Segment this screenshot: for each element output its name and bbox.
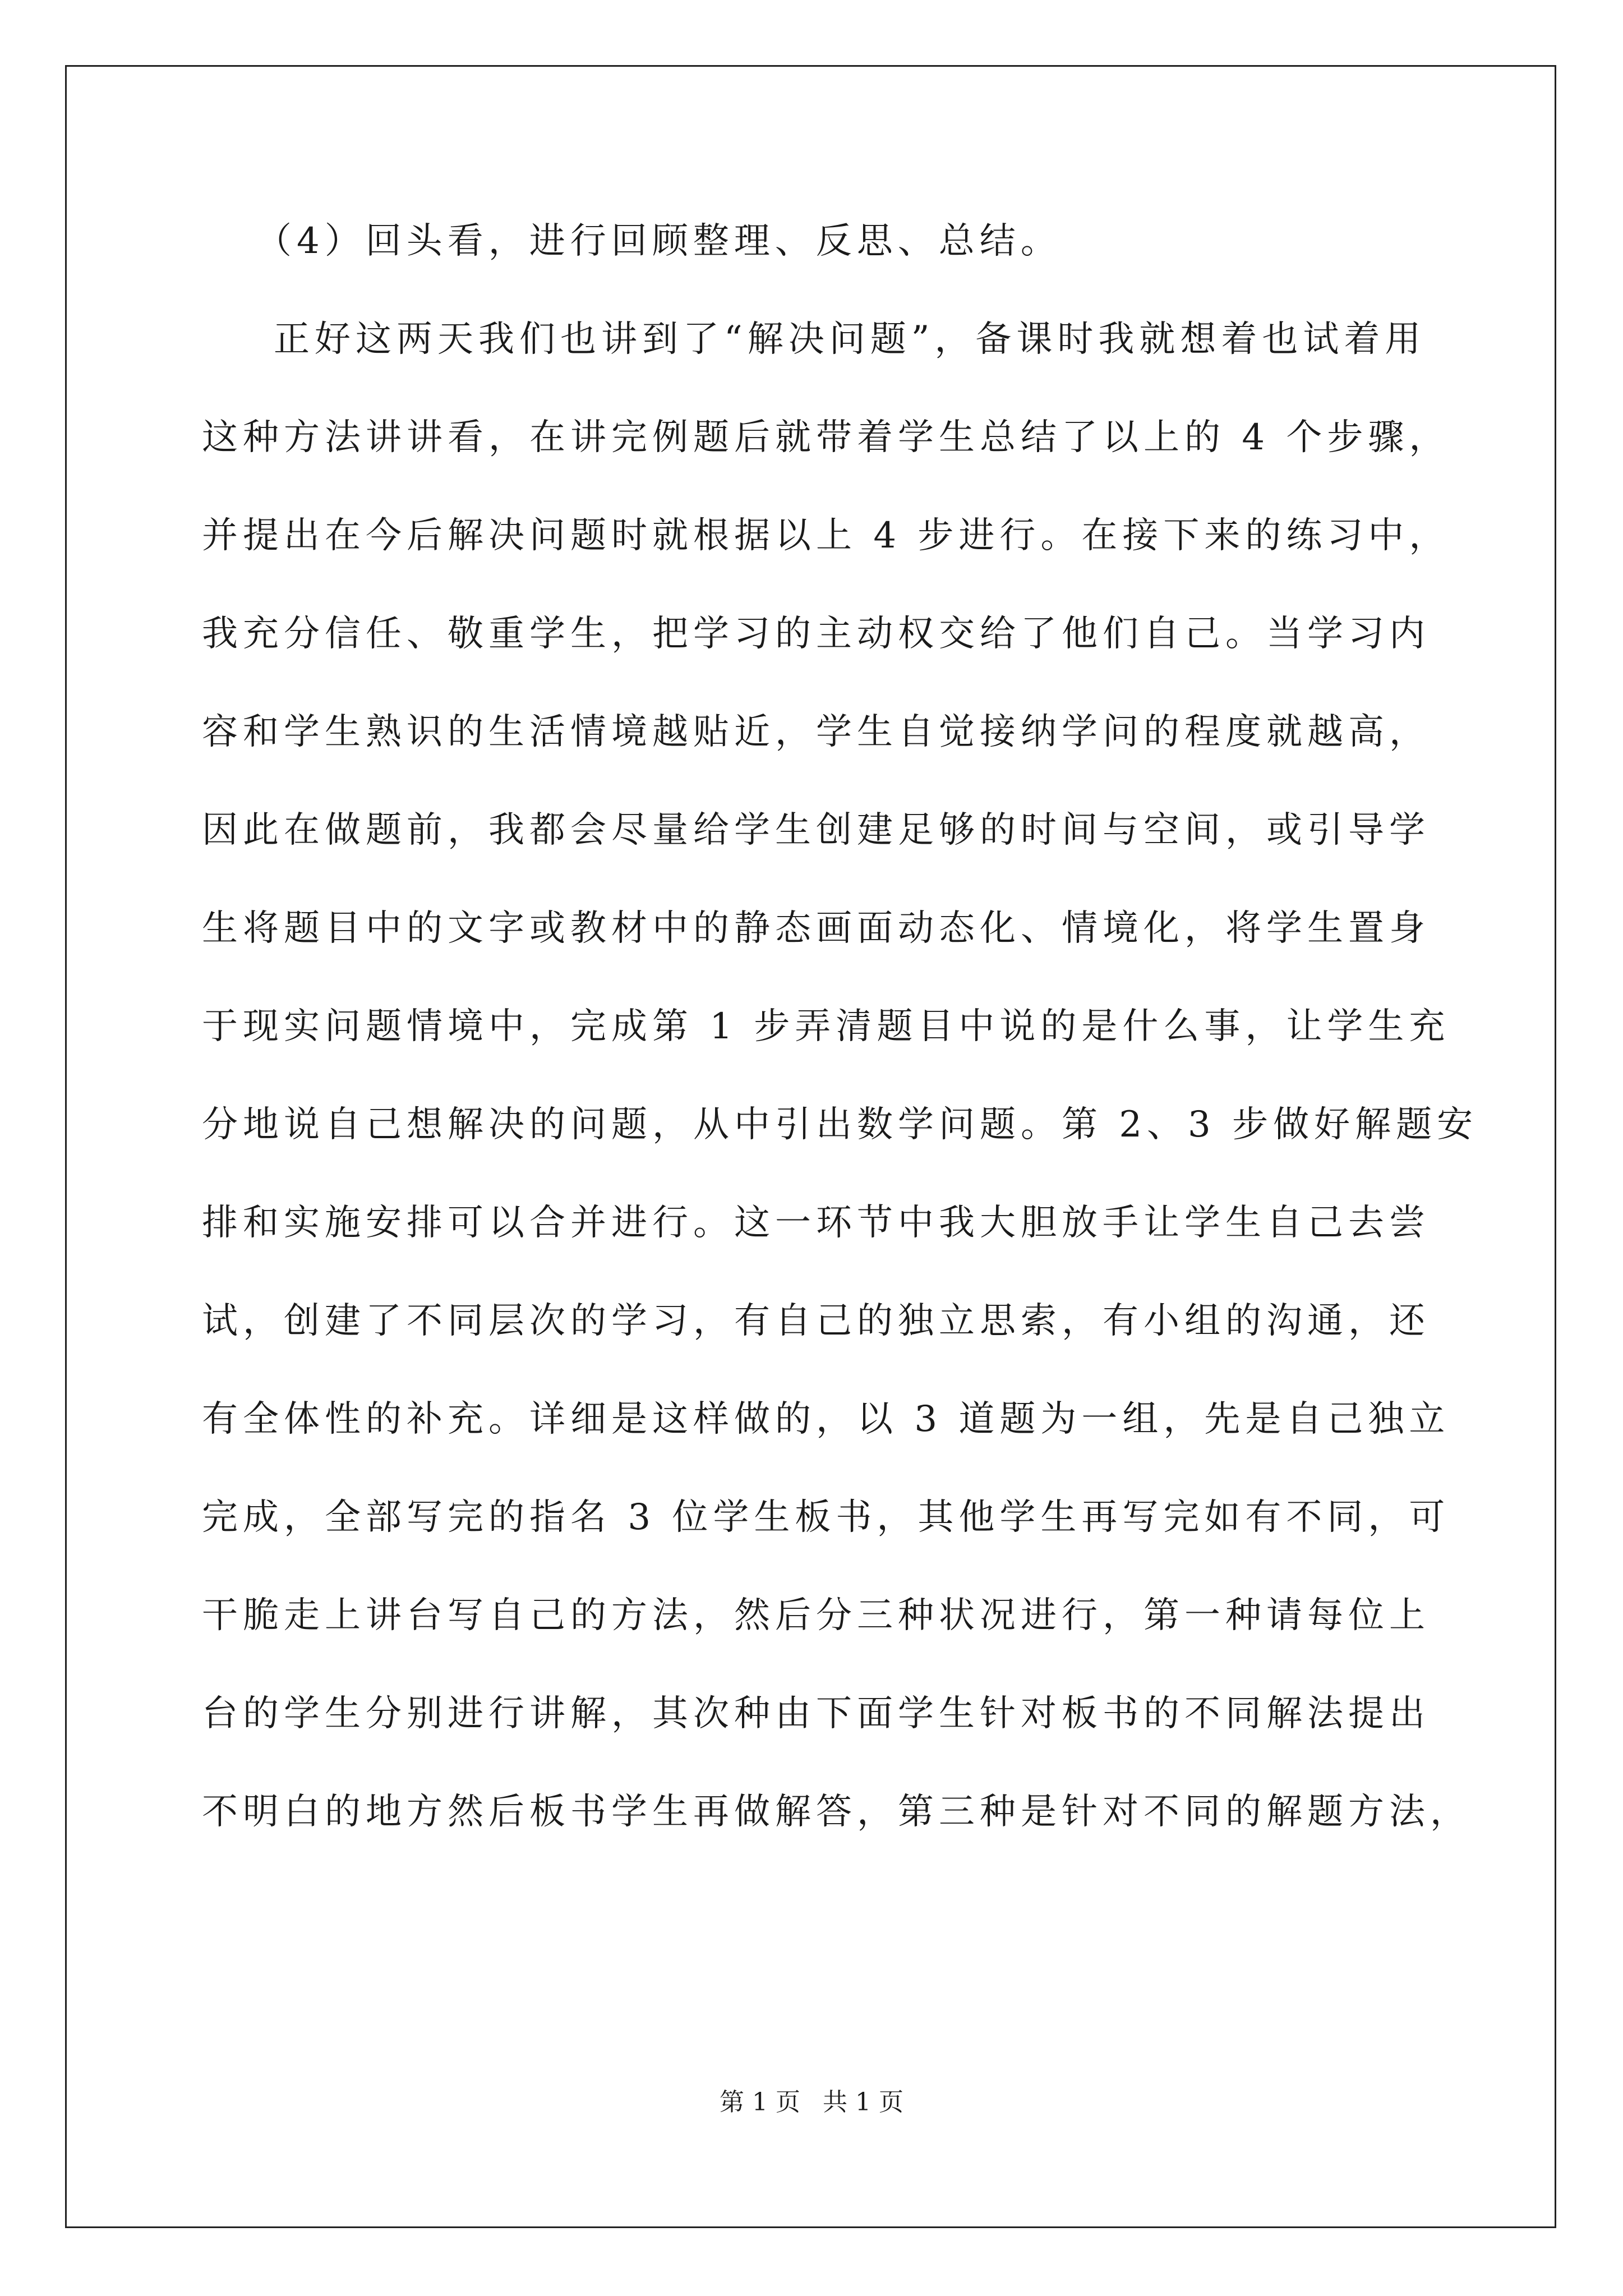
- text-line: 完成，全部写完的指名 3 位学生板书，其他学生再写完如有不同，可: [202, 1497, 1450, 1538]
- text-line: 生将题目中的文字或教材中的静态画面动态化、情境化，将学生置身: [202, 908, 1430, 949]
- text-line: 不明白的地方然后板书学生再做解答，第三种是针对不同的解题方法，: [202, 1791, 1471, 1833]
- text-line: 容和学生熟识的生活情境越贴近，学生自觉接纳学问的程度就越高，: [202, 711, 1430, 753]
- text-line: 这种方法讲讲看，在讲完例题后就带着学生总结了以上的 4 个步骤，: [202, 417, 1450, 458]
- text-line: 台的学生分别进行讲解，其次种由下面学生针对板书的不同解法提出: [202, 1693, 1430, 1734]
- text-line: 因此在做题前，我都会尽量给学生创建足够的时间与空间，或引导学: [202, 809, 1430, 851]
- text-line: 我充分信任、敬重学生，把学习的主动权交给了他们自己。当学习内: [202, 613, 1430, 655]
- text-line: 于现实问题情境中，完成第 1 步弄清题目中说的是什么事，让学生充: [202, 1006, 1450, 1047]
- text-line: 分地说自己想解决的问题，从中引出数学问题。第 2、3 步做好解题安: [202, 1104, 1478, 1145]
- page-footer: [0, 2087, 1623, 2118]
- text-line: 试，创建了不同层次的学习，有自己的独立思索，有小组的沟通，还: [202, 1300, 1430, 1342]
- page-number: 第 1 页: [720, 2088, 800, 2116]
- text-line: 排和实施安排可以合并进行。这一环节中我大胆放手让学生自己去尝: [202, 1202, 1430, 1244]
- text-line: 有全体性的补充。详细是这样做的，以 3 道题为一组，先是自己独立: [202, 1398, 1450, 1440]
- text-line: 干脆走上讲台写自己的方法，然后分三种状况进行，第一种请每位上: [202, 1595, 1430, 1636]
- text-line: 正好这两天我们也讲到了“解决问题”，备课时我就想着也试着用: [274, 319, 1426, 360]
- text-line: 并提出在今后解决问题时就根据以上 4 步进行。在接下来的练习中，: [202, 515, 1450, 556]
- page-total: 共 1 页: [823, 2088, 903, 2116]
- document-body: [202, 219, 1478, 1888]
- text-line: （4）回头看，进行回顾整理、反思、总结。: [256, 220, 1062, 262]
